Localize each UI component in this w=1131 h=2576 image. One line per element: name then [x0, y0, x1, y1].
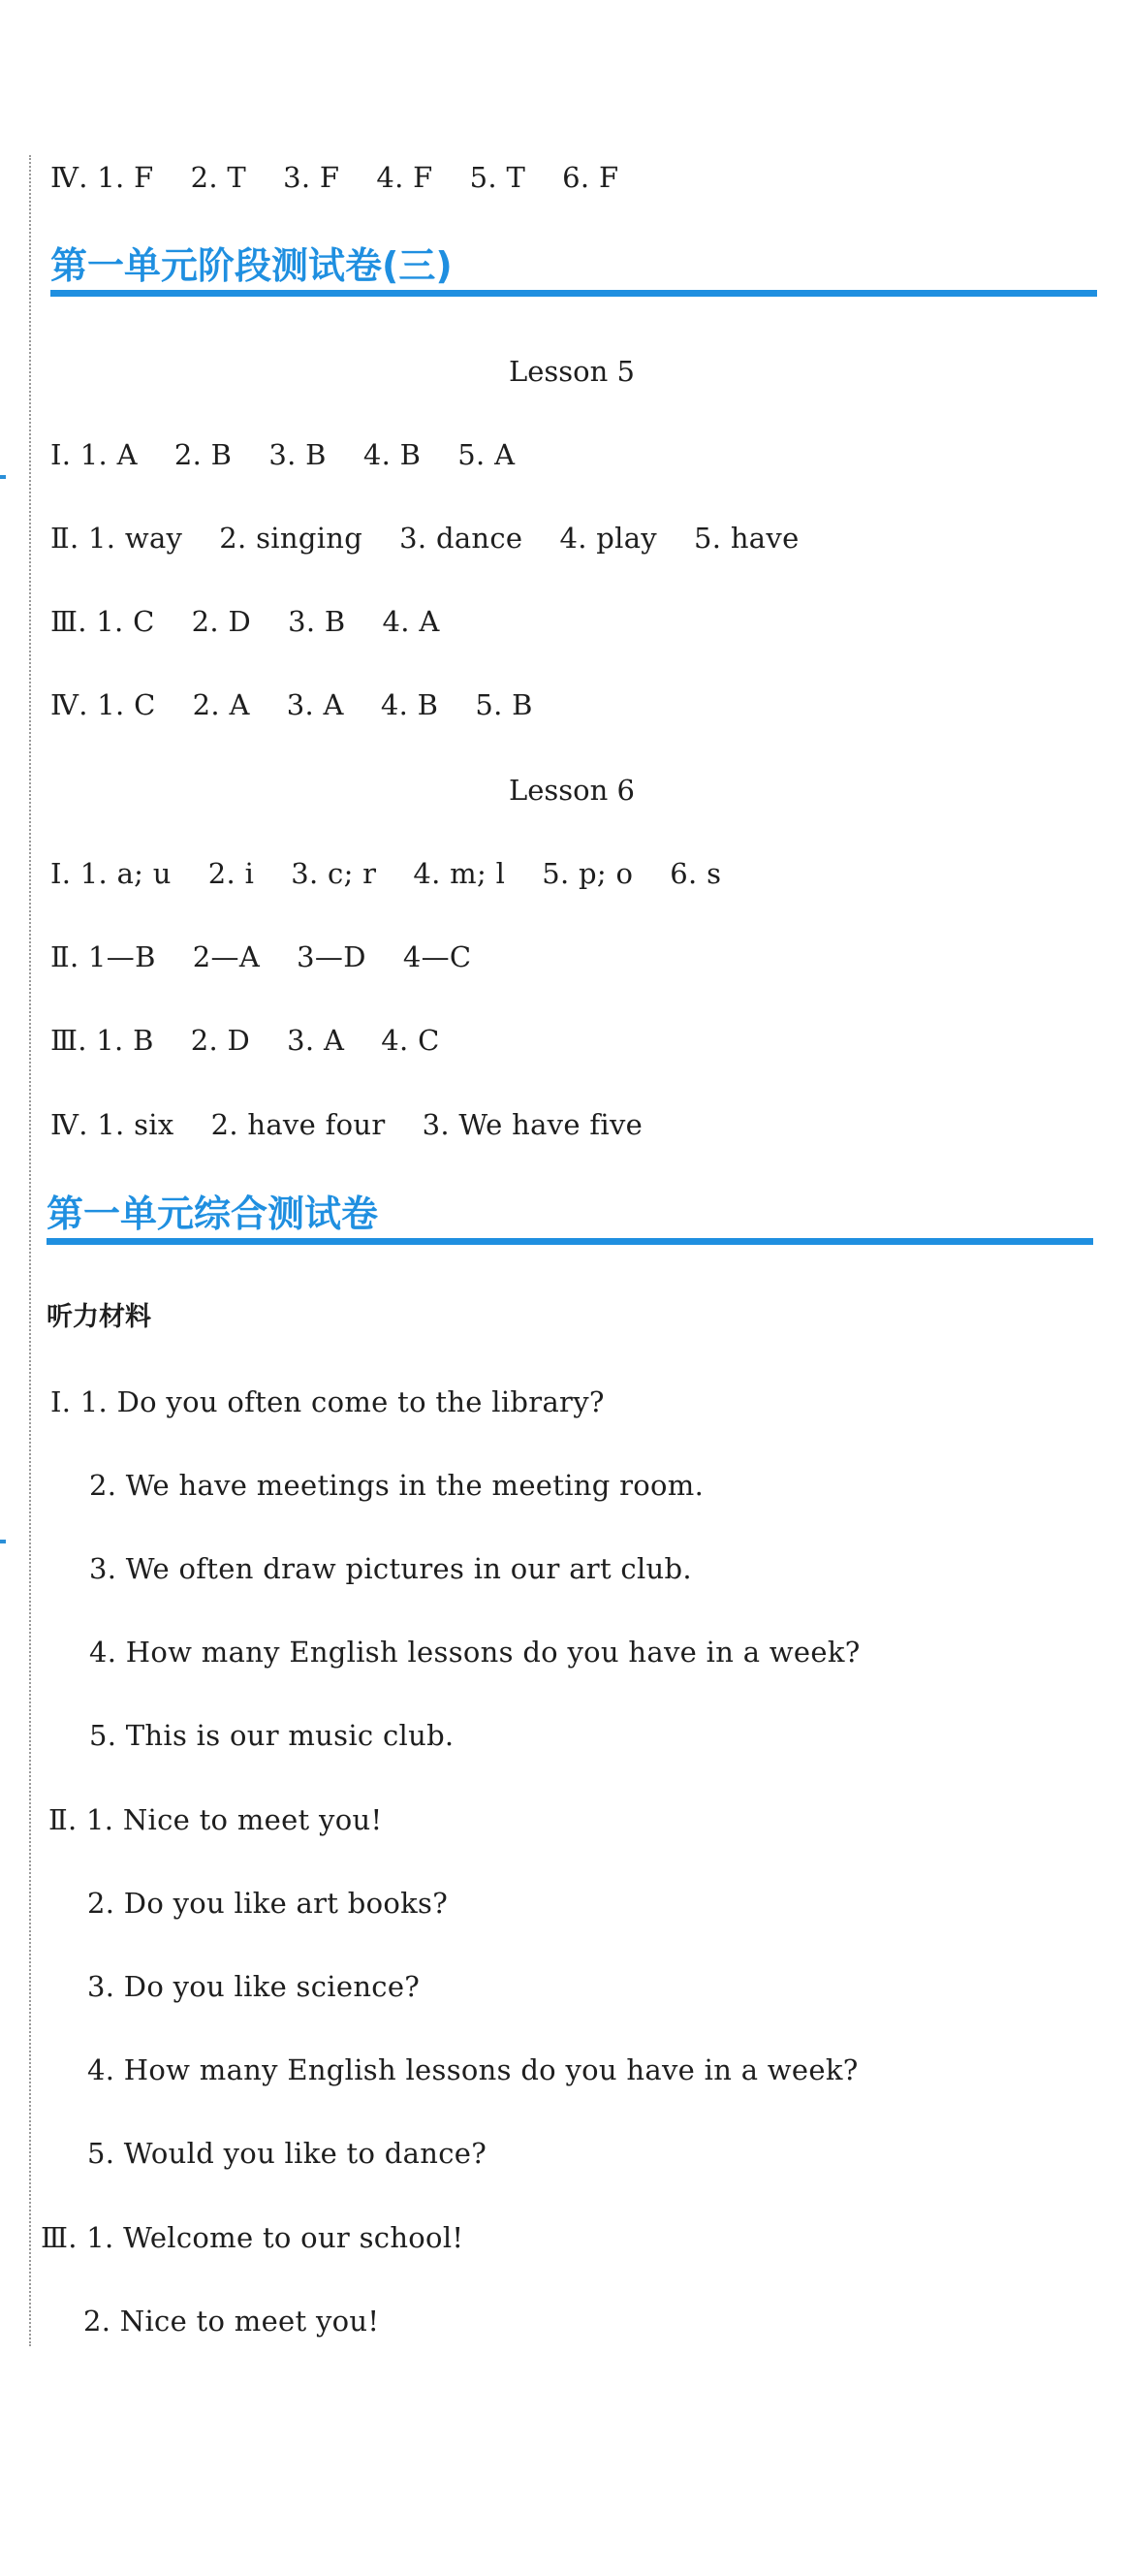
listening-heading: 听力材料 [47, 1302, 151, 1332]
listening-line: Ⅰ. 1. Do you often come to the library? [50, 1385, 605, 1418]
answer-line-iv: Ⅳ. 1. F 2. T 3. F 4. F 5. T 6. F [50, 161, 619, 194]
section-title: 第一单元综合测试卷 [47, 1193, 379, 1235]
answer-line-iv: Ⅳ. 1. six 2. have four 3. We have five [50, 1108, 644, 1141]
answer-line-iii: Ⅲ. 1. B 2. D 3. A 4. C [50, 1024, 440, 1057]
margin-dotted-rule [29, 155, 31, 2346]
listening-line: Ⅲ. 1. Welcome to our school! [41, 2221, 464, 2254]
answer-line-iii: Ⅲ. 1. C 2. D 3. B 4. A [50, 605, 440, 638]
listening-line: 3. Do you like science? [87, 1970, 421, 2003]
answer-line-ii: Ⅱ. 1—B 2—A 3—D 4—C [50, 940, 472, 973]
answer-line-i: Ⅰ. 1. A 2. B 3. B 4. B 5. A [50, 438, 516, 471]
lesson-heading: Lesson 6 [509, 774, 635, 807]
lesson-heading: Lesson 5 [509, 355, 635, 388]
listening-line: 2. Do you like art books? [87, 1887, 449, 1920]
answer-line-i: Ⅰ. 1. a; u 2. i 3. c; r 4. m; l 5. p; o 6. s [50, 857, 722, 890]
listening-line: 2. Nice to meet you! [83, 2305, 380, 2337]
listening-line: Ⅱ. 1. Nice to meet you! [48, 1803, 383, 1836]
listening-line: 4. How many English lessons do you have in a week? [89, 1636, 861, 1669]
section-title: 第一单元阶段测试卷(三) [50, 244, 453, 287]
listening-line: 4. How many English lessons do you have in a week? [87, 2053, 859, 2086]
listening-line: 5. Would you like to dance? [87, 2137, 487, 2170]
listening-line: 3. We often draw pictures in our art club. [89, 1552, 692, 1585]
section-underline [50, 290, 1097, 297]
listening-line: 5. This is our music club. [89, 1719, 455, 1752]
answer-line-iv: Ⅳ. 1. C 2. A 3. A 4. B 5. B [50, 688, 533, 721]
margin-tick-mark [0, 1540, 6, 1543]
section-underline [47, 1238, 1093, 1245]
margin-tick-mark [0, 475, 6, 479]
listening-line: 2. We have meetings in the meeting room. [89, 1469, 705, 1502]
answer-line-ii: Ⅱ. 1. way 2. singing 3. dance 4. play 5. have [50, 522, 800, 555]
